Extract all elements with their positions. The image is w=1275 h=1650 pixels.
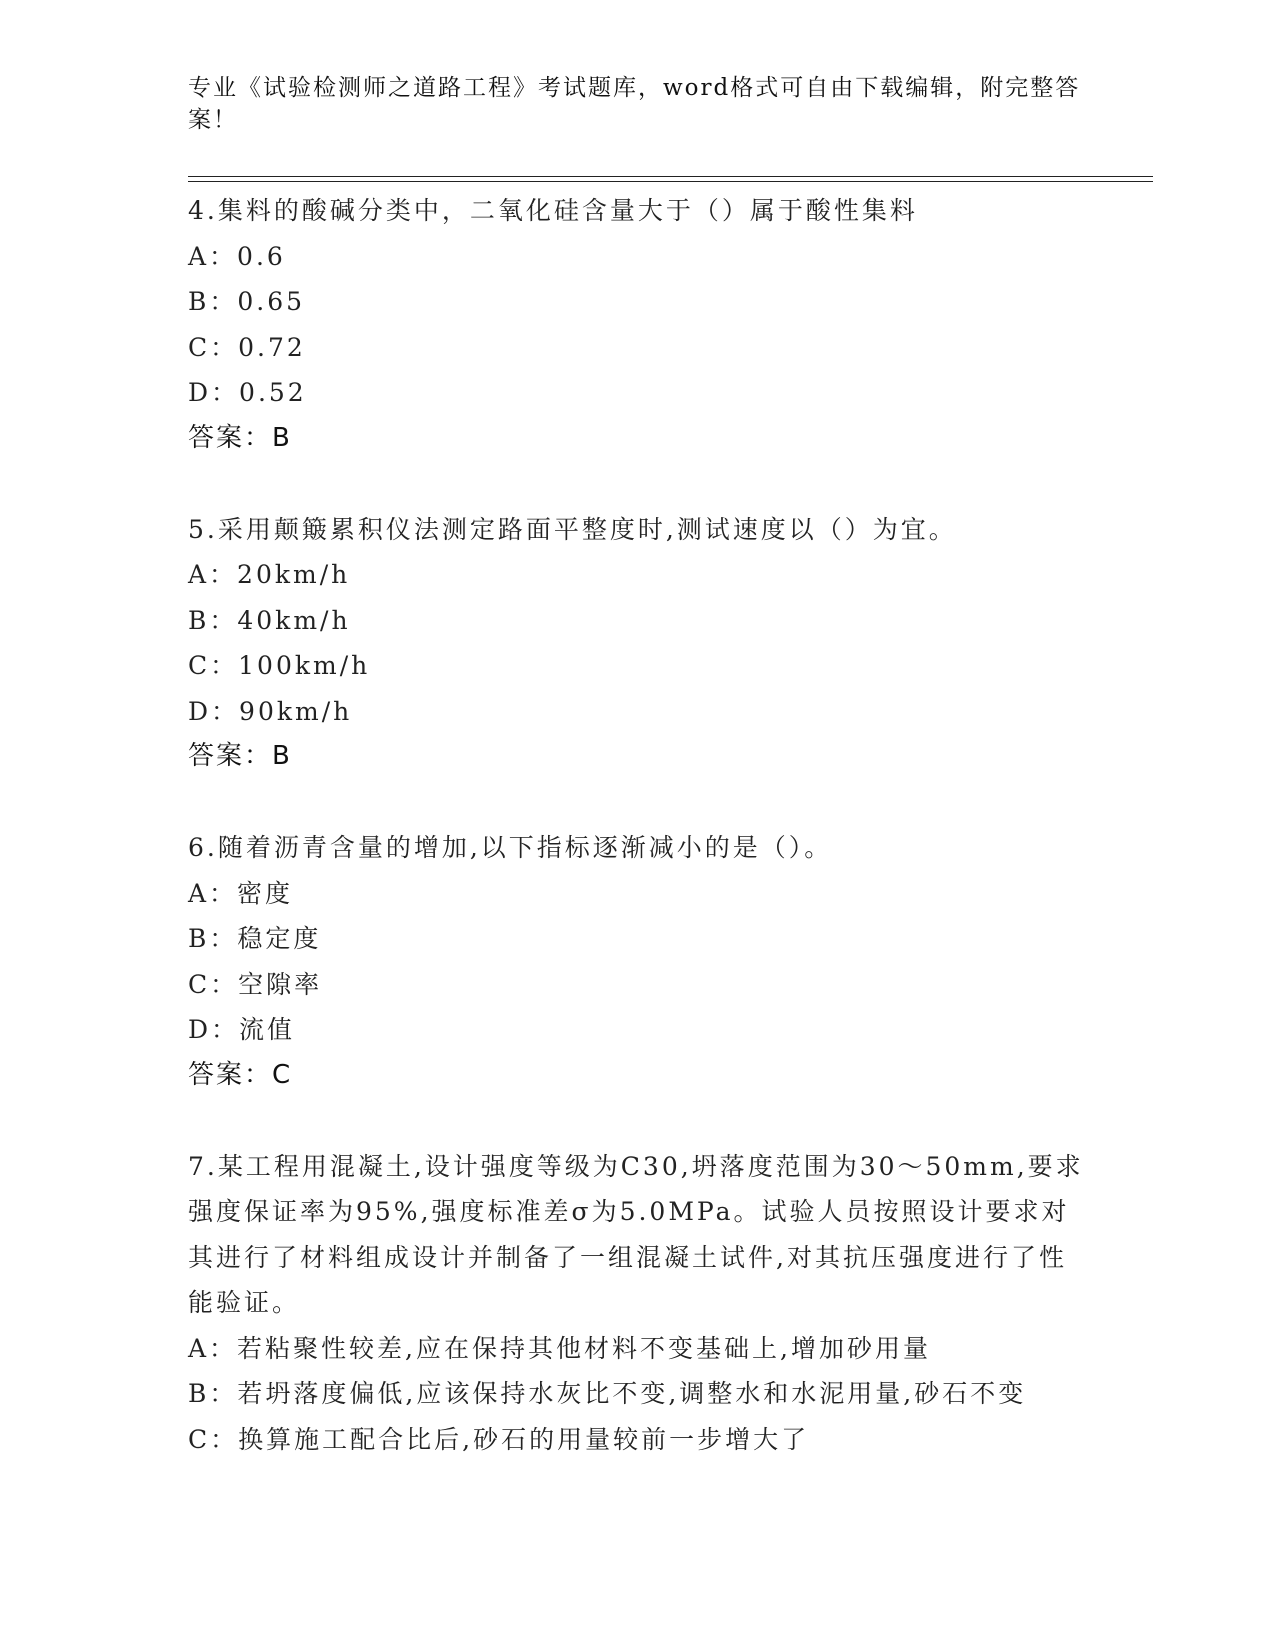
option-b: B：稳定度	[188, 924, 322, 953]
question-spacer	[188, 461, 1088, 507]
option-c: C：空隙率	[188, 969, 323, 999]
question-6	[188, 825, 1088, 1098]
question-spacer	[188, 1098, 1088, 1144]
question-7	[188, 1144, 1088, 1463]
option-b: B：0.65	[188, 287, 306, 316]
question-spacer	[188, 780, 1088, 826]
header-divider-top	[188, 176, 1153, 177]
answer-label: 答案：C	[188, 1059, 293, 1090]
option-a: A：密度	[188, 878, 294, 908]
header-divider-bottom	[188, 181, 1153, 182]
option-d: D：流值	[188, 1015, 296, 1044]
question-5	[188, 507, 1088, 780]
option-a: A：0.6	[188, 241, 286, 271]
option-a: A：20km/h	[188, 560, 351, 589]
option-c: C：0.72	[188, 332, 306, 362]
option-d: D：90km/h	[188, 696, 353, 726]
question-text: 5.采用颠簸累积仪法测定路面平整度时,测试速度以（）为宜。	[188, 514, 957, 544]
question-text: 7.某工程用混凝土,设计强度等级为C30,坍落度范围为30～50mm,要求强度保证率为95%,强度标准差σ为5.0MPa。试验人员按照设计要求对其进行了材料组成设计并制备了一组混凝土试件,对其抗压强度进行了性能验证。	[188, 1151, 1084, 1317]
question-text: 4.集料的酸碱分类中，二氧化硅含量大于（）属于酸性集料	[188, 196, 918, 225]
option-a: A：若粘聚性较差,应在保持其他材料不变基础上,增加砂用量	[188, 1333, 931, 1363]
document-header: 专业《试验检测师之道路工程》考试题库，word格式可自由下载编辑，附完整答案！	[188, 75, 1081, 133]
option-c: C：换算施工配合比后,砂石的用量较前一步增大了	[188, 1424, 810, 1454]
option-d: D：0.52	[188, 378, 307, 407]
answer-label: 答案：B	[188, 741, 292, 771]
answer-label: 答案：B	[188, 422, 292, 453]
question-text: 6.随着沥青含量的增加,以下指标逐渐减小的是（）。	[188, 833, 833, 862]
question-4	[188, 188, 1088, 461]
option-b: B：若坍落度偏低,应该保持水灰比不变,调整水和水泥用量,砂石不变	[188, 1379, 1027, 1408]
option-c: C：100km/h	[188, 651, 371, 680]
option-b: B：40km/h	[188, 605, 351, 635]
question-list	[188, 188, 1088, 1462]
